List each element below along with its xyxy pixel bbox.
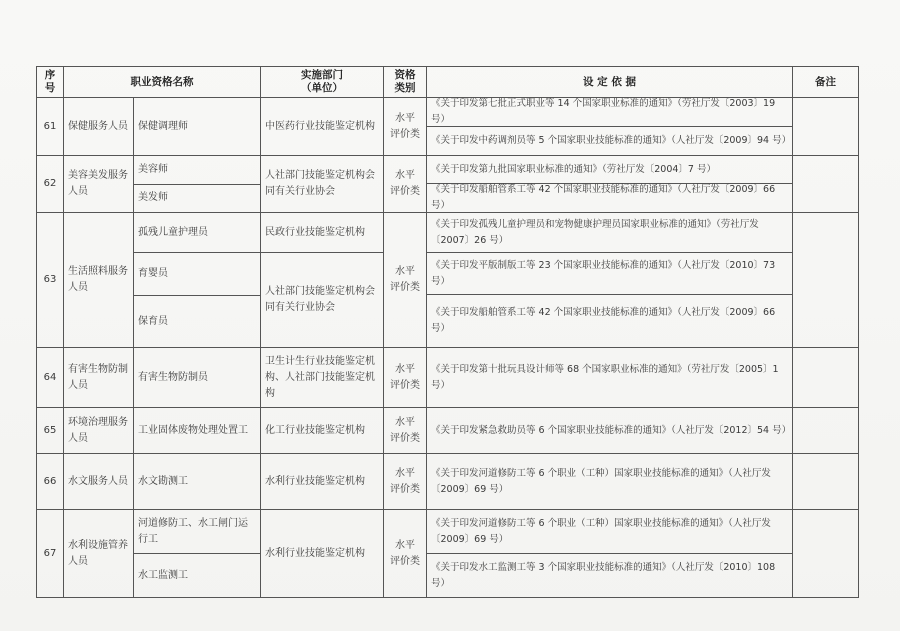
group-cell: 美容美发服务人员 bbox=[64, 156, 134, 213]
table-row bbox=[37, 454, 859, 510]
category-cell: 水平 评价类 bbox=[384, 510, 427, 598]
note-cell bbox=[793, 156, 859, 213]
basis-item: 《关于印发紧急救助员等 6 个国家职业技能标准的通知》（人社厅发〔2012〕54 号） bbox=[431, 424, 792, 436]
qualification-cell: 水文勘测工 bbox=[134, 454, 261, 510]
basis-cell bbox=[427, 454, 793, 510]
seq-cell: 61 bbox=[37, 98, 64, 156]
note-cell bbox=[793, 98, 859, 156]
seq-cell: 62 bbox=[37, 156, 64, 213]
dept-cell: 中医药行业技能鉴定机构 bbox=[261, 98, 384, 156]
basis-cell bbox=[427, 348, 793, 408]
header-note: 备注 bbox=[793, 67, 859, 98]
note-cell bbox=[793, 454, 859, 510]
qualification-cell: 保育员 bbox=[134, 296, 261, 348]
qualification-table bbox=[36, 66, 859, 598]
dept-cell: 水利行业技能鉴定机构 bbox=[261, 510, 384, 598]
seq-cell: 66 bbox=[37, 454, 64, 510]
qualification-cell: 水工监测工 bbox=[134, 554, 261, 598]
dept-cell: 水利行业技能鉴定机构 bbox=[261, 454, 384, 510]
basis-item: 《关于印发河道修防工等 6 个职业（工种）国家职业技能标准的通知》（人社厅发〔2009〕69 号） bbox=[431, 467, 771, 495]
group-cell: 保健服务人员 bbox=[64, 98, 134, 156]
basis-item: 《关于印发第九批国家职业标准的通知》（劳社厅发〔2004〕7 号） bbox=[427, 156, 792, 184]
note-cell bbox=[793, 510, 859, 598]
seq-cell: 67 bbox=[37, 510, 64, 598]
basis-item: 《关于印发河道修防工等 6 个职业（工种）国家职业技能标准的通知》（人社厅发〔2009〕69 号） bbox=[427, 510, 792, 554]
category-cell: 水平 评价类 bbox=[384, 98, 427, 156]
category-cell: 水平 评价类 bbox=[384, 213, 427, 348]
category-cell: 水平 评价类 bbox=[384, 156, 427, 213]
dept-cell: 人社部门技能鉴定机构会同有关行业协会 bbox=[261, 156, 384, 213]
dept-cell: 民政行业技能鉴定机构 bbox=[261, 213, 384, 253]
basis-cell bbox=[427, 156, 793, 213]
qualification-cell: 育婴员 bbox=[134, 253, 261, 296]
dept-cell: 人社部门技能鉴定机构会同有关行业协会 bbox=[261, 253, 384, 348]
header-seq: 序号 bbox=[37, 67, 64, 98]
table-row bbox=[37, 510, 859, 554]
basis-cell bbox=[427, 98, 793, 156]
note-cell bbox=[793, 408, 859, 454]
basis-item: 《关于印发船舶管系工等 42 个国家职业技能标准的通知》（人社厅发〔2009〕66 号） bbox=[431, 184, 776, 211]
header-dept: 实施部门 （单位） bbox=[261, 67, 384, 98]
dept-cell: 化工行业技能鉴定机构 bbox=[261, 408, 384, 454]
qualification-cell: 美发师 bbox=[134, 184, 261, 213]
dept-cell: 卫生计生行业技能鉴定机构、人社部门技能鉴定机构 bbox=[261, 348, 384, 408]
group-cell: 生活照料服务人员 bbox=[64, 213, 134, 348]
qualification-cell: 保健调理师 bbox=[134, 98, 261, 156]
category-cell: 水平 评价类 bbox=[384, 348, 427, 408]
qualification-cell: 河道修防工、水工闸门运行工 bbox=[134, 510, 261, 554]
basis-item: 《关于印发第十批玩具设计师等 68 个国家职业标准的通知》（劳社厅发〔2005〕1 号） bbox=[431, 363, 779, 391]
header-row bbox=[37, 67, 859, 98]
basis-item: 《关于印发孤残儿童护理员和宠物健康护理员国家职业标准的通知》（劳社厅发〔2007〕26 号） bbox=[427, 213, 792, 253]
basis-cell bbox=[427, 510, 793, 598]
group-cell: 环境治理服务人员 bbox=[64, 408, 134, 454]
qualification-cell: 孤残儿童护理员 bbox=[134, 213, 261, 253]
table-row bbox=[37, 348, 859, 408]
basis-item: 《关于印发第七批正式职业等 14 个国家职业标准的通知》（劳社厅发〔2003〕19 号） bbox=[427, 98, 792, 127]
qualification-cell: 美容师 bbox=[134, 156, 261, 185]
basis-item: 《关于印发水工监测工等 3 个国家职业技能标准的通知》（人社厅发〔2010〕108 号） bbox=[431, 561, 776, 589]
seq-cell: 64 bbox=[37, 348, 64, 408]
group-cell: 有害生物防制人员 bbox=[64, 348, 134, 408]
seq-cell: 65 bbox=[37, 408, 64, 454]
basis-item: 《关于印发平版制版工等 23 个国家职业技能标准的通知》（人社厅发〔2010〕73 号） bbox=[427, 253, 792, 295]
group-cell: 水利设施管养人员 bbox=[64, 510, 134, 598]
header-name: 职业资格名称 bbox=[64, 67, 261, 98]
category-cell: 水平 评价类 bbox=[384, 408, 427, 454]
basis-item: 《关于印发中药调剂员等 5 个国家职业技能标准的通知》（人社厅发〔2009〕94 号） bbox=[431, 135, 792, 146]
header-category: 资格 类别 bbox=[384, 67, 427, 98]
seq-cell: 63 bbox=[37, 213, 64, 348]
table-row bbox=[37, 98, 859, 156]
group-cell: 水文服务人员 bbox=[64, 454, 134, 510]
qualification-cell: 工业固体废物处理处置工 bbox=[134, 408, 261, 454]
qualification-cell: 有害生物防制员 bbox=[134, 348, 261, 408]
header-basis: 设 定 依 据 bbox=[427, 67, 793, 98]
note-cell bbox=[793, 213, 859, 348]
table-row bbox=[37, 213, 859, 253]
category-cell: 水平 评价类 bbox=[384, 454, 427, 510]
basis-cell bbox=[427, 213, 793, 348]
basis-cell bbox=[427, 408, 793, 454]
table-row bbox=[37, 156, 859, 185]
note-cell bbox=[793, 348, 859, 408]
basis-item: 《关于印发船舶管系工等 42 个国家职业技能标准的通知》（人社厅发〔2009〕66 号） bbox=[431, 307, 776, 334]
table-row bbox=[37, 408, 859, 454]
